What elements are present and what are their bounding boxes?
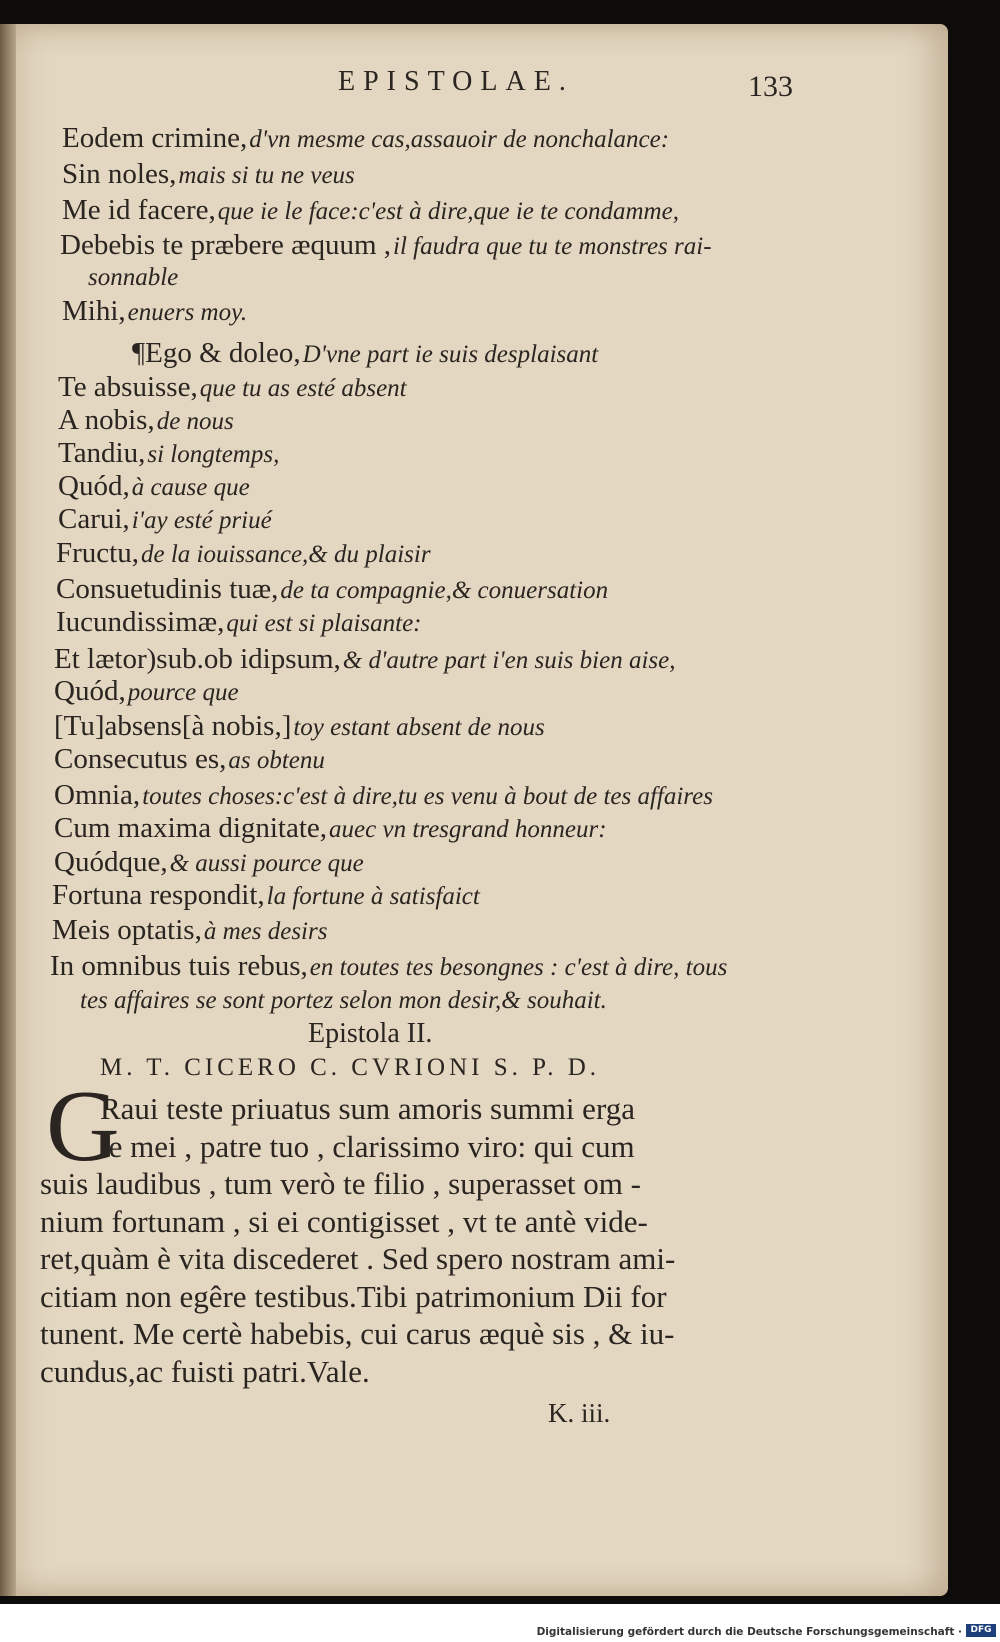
running-head: EPISTOLAE. bbox=[338, 66, 574, 97]
commentary-line: Consuetudinis tuæ,de ta compagnie,& conuersation bbox=[56, 573, 609, 605]
body-line: cundus,ac fuisti patri.Vale. bbox=[40, 1353, 370, 1389]
body-line: tunent. Me certè habebis, cui carus æquè sis , & iu- bbox=[40, 1316, 675, 1351]
body-line: citiam non egêre testibus.Tibi patrimonium Dii for bbox=[40, 1278, 667, 1314]
commentary-line: Tandiu,si longtemps, bbox=[58, 437, 280, 469]
commentary-line: Sin noles,mais si tu ne veus bbox=[62, 158, 355, 190]
commentary-line: Fructu,de la iouissance,& du plaisir bbox=[56, 537, 431, 569]
body-line: Raui teste priuatus sum amoris summi erga bbox=[100, 1091, 635, 1126]
commentary-line: Meis optatis,à mes desirs bbox=[52, 914, 328, 946]
commentary-line: Cum maxima dignitate,auec vn tresgrand honneur: bbox=[54, 812, 607, 844]
commentary-line: Quód,pource que bbox=[54, 675, 239, 707]
commentary-line: Consecutus es,as obtenu bbox=[54, 743, 325, 775]
commentary-line: Quód,à cause que bbox=[58, 470, 250, 502]
commentary-line: Debebis te præbere æquum ,il faudra que tu te monstres rai- bbox=[60, 229, 712, 261]
body-line: te mei , patre tuo , clarissimo viro: qui cum bbox=[100, 1128, 635, 1164]
drop-capital: G bbox=[46, 1070, 120, 1183]
commentary-line: Mihi,enuers moy. bbox=[62, 295, 248, 327]
commentary-line: A nobis,de nous bbox=[58, 404, 234, 436]
commentary-line: Omnia,toutes choses:c'est à dire,tu es venu à bout de tes affaires bbox=[54, 779, 713, 811]
funding-credit: Digitalisierung gefördert durch die Deutsche Forschungsgemeinschaft · bbox=[536, 1626, 962, 1638]
commentary-line: Me id facere,que ie le face:c'est à dire,que ie te condamme, bbox=[62, 194, 679, 226]
commentary-line: Eodem crimine,d'vn mesme cas,assauoir de nonchalance: bbox=[62, 122, 670, 154]
commentary-line: Te absuisse,que tu as esté absent bbox=[58, 371, 407, 403]
signature-mark: K. iii. bbox=[548, 1398, 611, 1428]
commentary-line: In omnibus tuis rebus,en toutes tes besongnes : c'est à dire, tous bbox=[50, 950, 728, 982]
page-number: 133 bbox=[748, 70, 793, 103]
commentary-line: Iucundissimæ,qui est si plaisante: bbox=[56, 606, 422, 638]
dfg-logo: DFG bbox=[966, 1624, 996, 1637]
commentary-line: Carui,i'ay esté priué bbox=[58, 503, 272, 535]
commentary-line-continued: sonnable bbox=[88, 264, 179, 291]
commentary-line: Quódque,& aussi pource que bbox=[54, 846, 364, 878]
body-line: ret,quàm è vita discederet . Sed spero nostram ami- bbox=[40, 1241, 676, 1276]
body-line: suis laudibus , tum verò te filio , superasset om - bbox=[40, 1166, 641, 1201]
epistle-heading: M. T. CICERO C. CVRIONI S. P. D. bbox=[100, 1054, 601, 1081]
epistle-title: Epistola II. bbox=[308, 1018, 433, 1049]
epistle-body bbox=[40, 1090, 780, 1390]
commentary-line-continued: tes affaires se sont portez selon mon desir,& souhait. bbox=[80, 987, 607, 1014]
commentary-line: Et lætor)sub.ob idipsum,& d'autre part i'en suis bien aise, bbox=[54, 643, 676, 675]
commentary-line: ¶Ego & doleo,D'vne part ie suis desplaisant bbox=[132, 337, 599, 369]
body-line: nium fortunam , si ei contigisset , vt te antè vide- bbox=[40, 1203, 648, 1239]
commentary-line: [Tu]absens[à nobis,]toy estant absent de nous bbox=[54, 710, 545, 742]
commentary-line: Fortuna respondit,la fortune à satisfaict bbox=[52, 879, 480, 911]
